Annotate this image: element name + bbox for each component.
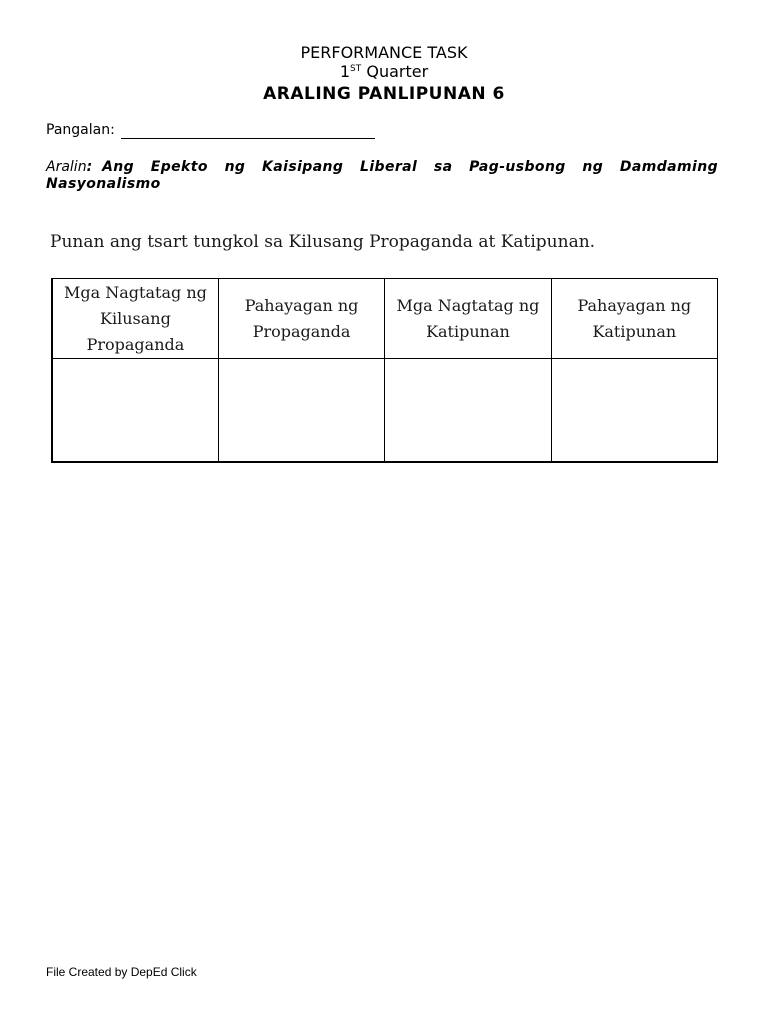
header-newspaper-katipunan: Pahayagan ng Katipunan	[551, 279, 717, 359]
header-founders-propaganda: Mga Nagtatag ng Kilusang Propaganda	[52, 279, 218, 359]
answer-cell-founders-propaganda[interactable]	[52, 359, 218, 463]
lesson-line	[46, 159, 718, 193]
lesson-label: Aralin	[46, 159, 87, 175]
name-blank-line[interactable]	[121, 123, 375, 139]
answer-cell-founders-katipunan[interactable]	[385, 359, 551, 463]
lesson-topic: Ang Epekto ng Kaisipang Liberal sa Pag-usbong ng Damdaming Nasyonalismo	[46, 159, 718, 192]
table-row	[52, 359, 718, 463]
name-label: Pangalan:	[46, 122, 115, 138]
header-newspaper-propaganda: Pahayagan ng Propaganda	[218, 279, 384, 359]
quarter-word: Quarter	[366, 62, 429, 81]
footer-credit: File Created by DepEd Click	[46, 965, 197, 979]
table-header-row	[52, 279, 718, 359]
quarter-number: 1	[339, 62, 351, 81]
header-founders-katipunan: Mga Nagtatag ng Katipunan	[385, 279, 551, 359]
lesson-colon: :	[86, 159, 93, 175]
doc-title: PERFORMANCE TASK	[300, 43, 468, 62]
quarter-ordinal-suffix: ST	[350, 64, 362, 74]
instruction-text: Punan ang tsart tungkol sa Kilusang Propaganda at Katipunan.	[50, 232, 596, 252]
answer-cell-newspaper-propaganda[interactable]	[218, 359, 384, 463]
task-chart-table	[51, 278, 718, 463]
subject-title: ARALING PANLIPUNAN 6	[263, 84, 505, 104]
name-field	[46, 122, 375, 139]
answer-cell-newspaper-katipunan[interactable]	[551, 359, 717, 463]
quarter-line	[0, 63, 768, 81]
